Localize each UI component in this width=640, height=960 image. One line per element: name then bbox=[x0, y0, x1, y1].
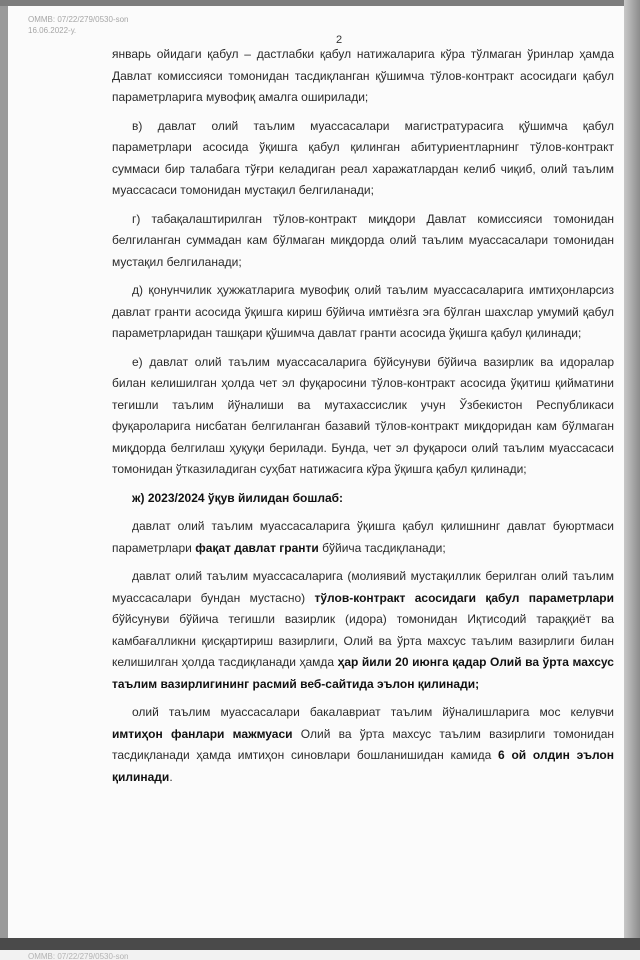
bold-text: ж) 2023/2024 ўқув йилидан бошлаб: bbox=[132, 490, 344, 505]
text-run: . bbox=[169, 769, 173, 784]
bold-text: тўлов-контракт асосидаги қабул параметрлари bbox=[314, 590, 614, 605]
stamp-line-1: ОММВ: 07/22/279/0530-son bbox=[28, 15, 129, 24]
paragraph bbox=[112, 352, 614, 481]
paragraph bbox=[112, 116, 614, 202]
text-run: олий таълим муассасалари бакалавриат таълим йўналишларига мос келувчи bbox=[132, 705, 614, 719]
text-run: е) давлат олий таълим муассасаларига бўйсунуви бўйича вазирлик ва идоралар билан келишилган ҳолда чет эл фуқаросини тўлов-контракт асосида ўқитиш қийматини тегишли таълим йўналиши ва мутахассислик учун Ўзбекистон Республикаси фуқароларига нисбатан белгиланган базавий тўлов-контракт миқдоридан кам бўлмаган миқдорда белгилаш ҳуқуқи берилади. Бунда, чет эл фуқароси олий таълим муассасаси томонидан ўтказиладиган суҳбат натижасига кўра ўқишга қабул қилинади; bbox=[112, 354, 614, 476]
next-page-edge bbox=[0, 950, 640, 960]
registration-stamp bbox=[28, 14, 129, 36]
paragraph bbox=[112, 280, 614, 345]
bold-text: ҳар йили 20 июнга қадар Олий ва ўрта махсус таълим вазирлигининг расмий веб-сайтида эълон қилинади; bbox=[112, 655, 614, 691]
text-run: Олий ва ўрта махсус таълим вазирлиги томонидан тасдиқланади ҳамда имтиҳон синовлари бошланишидан камида bbox=[112, 726, 615, 762]
side-shadow bbox=[624, 0, 640, 940]
text-run: давлат олий таълим муассасаларига ўқишга қабул қилишнинг давлат буюртмаси параметрлари bbox=[112, 519, 614, 555]
bold-text: имтиҳон фанлари мажмуаси bbox=[112, 726, 293, 741]
document-page bbox=[8, 6, 624, 938]
next-page-stamp: ОММВ: 07/22/279/0530-son bbox=[28, 952, 129, 960]
paragraph bbox=[112, 566, 614, 695]
text-run: давлат олий таълим муассасаларига (молиявий мустақиллик берилган олий таълим муассасалари бундан мустасно) bbox=[112, 569, 614, 605]
text-run: январь ойидаги қабул – дастлабки қабул натижаларига кўра тўлмаган ўринлар ҳамда Давлат комиссияси томонидан тасдиқланган қўшимча тўлов-контракт асосидаги қабул параметрларига мувофиқ амалга оширилади; bbox=[112, 47, 614, 104]
paragraph bbox=[112, 516, 614, 559]
stamp-line-2: 16.06.2022-у. bbox=[28, 26, 77, 35]
page-separator-bar bbox=[0, 938, 640, 950]
paragraph bbox=[112, 488, 614, 510]
bold-text: 6 ой олдин эълон қилинади bbox=[112, 748, 615, 784]
paragraph bbox=[112, 702, 614, 788]
paragraph bbox=[112, 209, 614, 274]
paragraph bbox=[112, 44, 614, 109]
text-run: г) табақалаштирилган тўлов-контракт миқдори Давлат комиссияси томонидан белгиланган суммадан кам бўлмаган миқдорда олий таълим муассасалари томонидан мустақил белгиланади; bbox=[112, 211, 614, 269]
text-run: бўйича тасдиқланади; bbox=[318, 540, 446, 555]
text-run: бўйсунуви бўйича тегишли вазирлик (идора) томонидан Иқтисодий тараққиёт ва камбағалликни қисқартириш вазирлиги, Олий ва ўрта махсус таълим вазирлиги билан келишилган ҳолда тасдиқланади ҳамда bbox=[112, 612, 614, 669]
bold-text: фақат давлат гранти bbox=[195, 540, 319, 555]
text-run: д) қонунчилик ҳужжатларига мувофиқ олий таълим муассасаларига имтиҳонларсиз давлат гранти асосида ўқишга кириш бўйича имтиёзга эга бўлган шахслар умумий қабул параметрларидан ташқари қўшимча давлат гранти асосида ўқишга қабул қилинади; bbox=[112, 283, 614, 340]
page-number: 2 bbox=[336, 34, 343, 46]
text-run: в) давлат олий таълим муассасалари магистратурасига қўшимча қабул параметрлари асосида ўқишга қабул қилинган абитуриентларнинг тўлов-контракт суммаси бир талабага тўғри келадиган реал харажатлардан келиб чиқиб, олий таълим муассасаси томонидан мустақил белгиланади; bbox=[112, 118, 614, 197]
document-body bbox=[112, 44, 614, 788]
